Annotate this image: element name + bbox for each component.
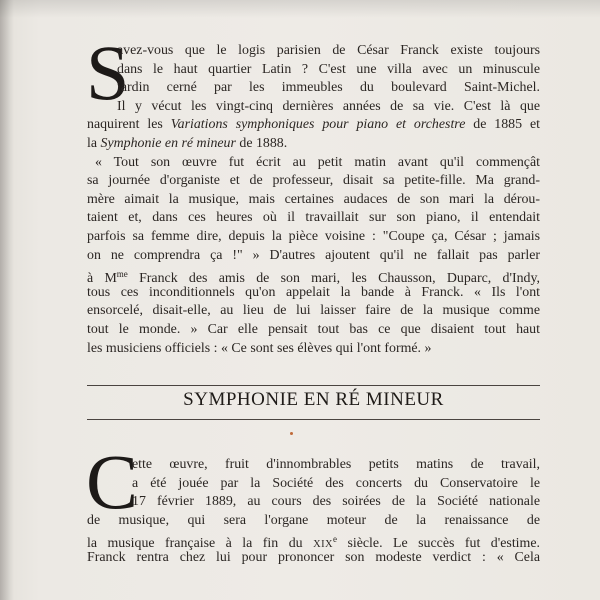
ornament-dot xyxy=(290,432,293,435)
text-line: a été jouée par la Société des concerts du Conservatoire le xyxy=(132,475,540,491)
text-line: à $M^{me}$ Franck des amis de son mari, les Chausson, Duparc, d'Indy, xyxy=(87,269,540,287)
text-line: dans le haut quartier Latin ? C'est une villa avec un minuscule xyxy=(117,61,540,77)
spine-shadow xyxy=(0,0,14,600)
symphony-paragraph xyxy=(87,456,540,568)
text-line: les musiciens officiels : « Ce sont ses élèves qui l'ont formé. » xyxy=(87,340,432,356)
text-line: Franck rentra chez lui pour prononcer son modeste verdict : « Cela xyxy=(87,549,540,565)
text-line: avez-vous que le logis parisien de César Franck existe toujours xyxy=(117,43,540,58)
section-rule-top xyxy=(87,385,540,386)
section-rule-bottom xyxy=(87,419,540,420)
text-line: de musique, qui sera l'organe moteur de la renaissance de xyxy=(87,512,540,528)
top-shadow xyxy=(0,0,600,18)
text-line: jardin cerné par les immeubles du boulevard Saint-Michel. xyxy=(117,80,540,96)
text-line: sa journée d'organiste et de professeur, disait sa petite-fille. Ma grand- xyxy=(87,173,540,189)
text-line: parfois sa femme dire, depuis la pièce voisine : "Coupe ça, César ; jamais xyxy=(87,228,540,244)
section-title: SYMPHONIE EN RÉ MINEUR xyxy=(183,389,444,410)
text-line: tout le monde. » Car elle pensait tout bas ce que disaient tout haut xyxy=(87,321,540,337)
text-line: la Symphonie en ré mineur de 1888. xyxy=(87,135,288,151)
intro-paragraph xyxy=(87,42,540,358)
text-line: « Tout son œuvre fut écrit au petit matin avant qu'il commençât xyxy=(95,154,540,170)
text-line: la musique française à la fin du XIXe siècle. Le succès fut d'estime. xyxy=(87,534,540,552)
text-line: naquirent les Variations symphoniques pour piano et orchestre de 1885 et xyxy=(87,117,540,133)
text-line: 17 février 1889, au cours des soirées de la Société nationale xyxy=(132,494,540,510)
text-line: mère aimait la musique, mais certaines audaces de son mari la dérou- xyxy=(87,191,540,207)
dropcap-s: S xyxy=(86,29,130,116)
text-line: taient et, dans ces heures où il travaillait sur son piano, il entendait xyxy=(87,210,540,226)
text-line: ensorcelé, disait-elle, au lieu de lui laisser faire de la musique comme xyxy=(87,303,540,319)
dropcap-c: C xyxy=(86,438,139,525)
text-line: on ne comprendra ça !" » D'autres ajoutent qu'il ne fallait pas parler xyxy=(87,247,540,263)
text-line: ette œuvre, fruit d'innombrables petits matins de travail, xyxy=(132,457,540,472)
text-line: tous ces inconditionnels qu'on appelait la bande à Franck. « Ils l'ont xyxy=(87,284,540,300)
text-line: Il y vécut les vingt-cinq dernières années de sa vie. C'est là que xyxy=(117,98,540,114)
